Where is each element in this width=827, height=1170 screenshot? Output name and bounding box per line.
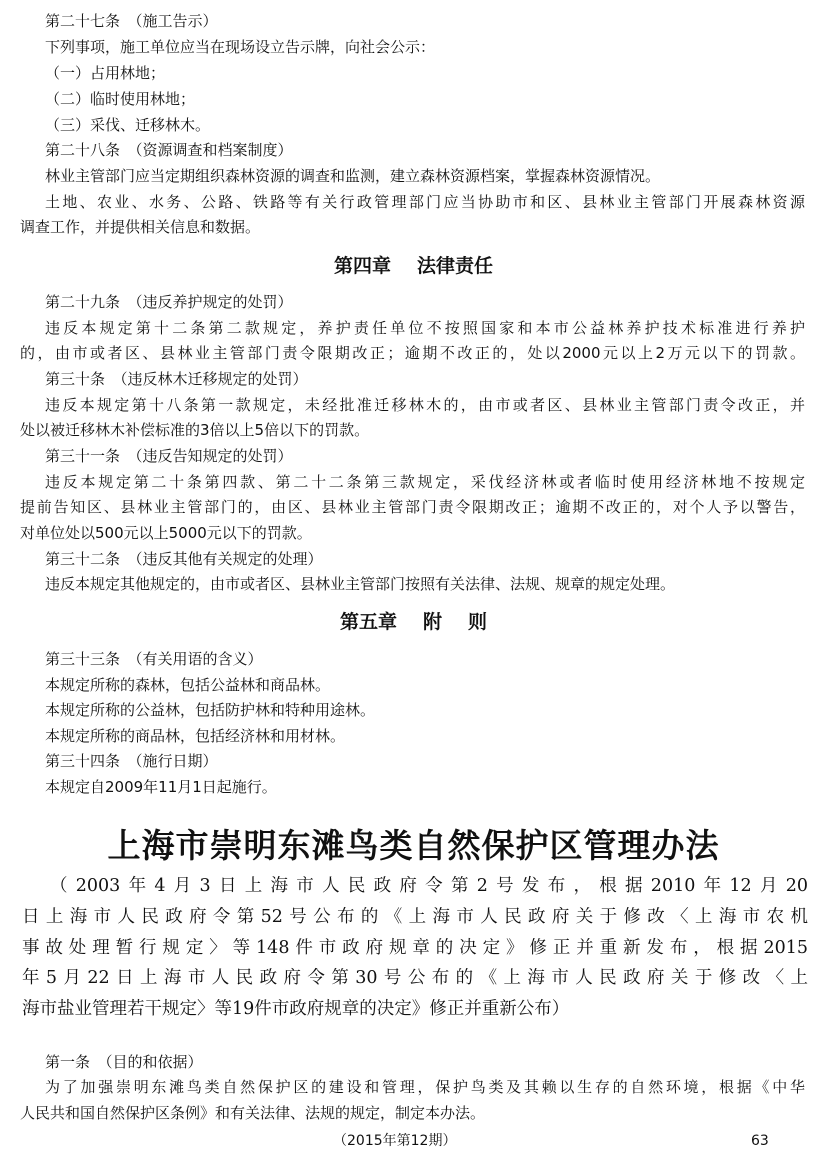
article-1-heading: 第一条 （目的和依据） [45,1053,203,1071]
article-27-item-1: （一）占用林地； [45,64,166,82]
article-27-item-2: （二）临时使用林地； [45,90,196,108]
article-30-para-line-2: 处以被迁移林木补偿标准的3倍以上5倍以下的罚款。 [20,421,370,439]
article-34-heading: 第三十四条 （施行日期） [45,752,218,770]
article-1-para-line-2: 人民共和国自然保护区条例》和有关法律、法规的规定，制定本办法。 [20,1104,486,1122]
preamble-line-3: 事故处理暂行规定〉等148件市政府规章的决定》修正并重新发布，根据2015 [22,938,808,958]
article-33-heading: 第三十三条 （有关用语的含义） [45,650,263,668]
article-28-heading: 第二十八条 （资源调查和档案制度） [45,141,293,159]
article-30-heading: 第三十条 （违反林木迁移规定的处罚） [45,370,308,388]
article-1-para-line-1: 为了加强崇明东滩鸟类自然保护区的建设和管理，保护鸟类及其赖以生存的自然环境，根据《中华 [45,1078,805,1096]
article-32-heading: 第三十二条 （违反其他有关规定的处理） [45,550,323,568]
issue-label: （2015年第12期） [333,1133,457,1149]
preamble-line-2: 日上海市人民政府令第52号公布的《上海市人民政府关于修改〈上海市农机 [22,907,808,927]
chapter-4-name: 法律责任 [417,255,494,277]
article-29-heading: 第二十九条 （违反养护规定的处罚） [45,293,293,311]
preamble-line-4: 年5月22日上海市人民政府令第30号公布的《上海市人民政府关于修改〈上 [22,968,808,988]
article-31-para-line-3: 对单位处以500元以上5000元以下的罚款。 [20,524,312,542]
regulation-title: 上海市崇明东滩鸟类自然保护区管理办法 [107,826,720,865]
article-31-para-line-2: 提前告知区、县林业主管部门的，由区、县林业主管部门责令限期改正；逾期不改正的，对个人予以警告， [20,498,805,516]
chapter-5-heading [0,609,827,635]
chapter-5-name-part-1: 附 [422,611,442,633]
article-33-para-3: 本规定所称的商品林，包括经济林和用材林。 [45,727,346,745]
article-34-para: 本规定自2009年11月1日起施行。 [45,778,277,796]
preamble-line-1: （2003年4月3日上海市人民政府令第2号发布，根据2010年12月20 [50,876,808,896]
article-33-para-1: 本规定所称的森林，包括公益林和商品林。 [45,676,331,694]
article-27-item-3: （三）采伐、迁移林木。 [45,116,211,134]
article-29-para-line-1: 违反本规定第十二条第二款规定，养护责任单位不按照国家和本市公益林养护技术标准进行养护 [45,319,805,337]
article-28-para-2-line-1: 土地、农业、水务、公路、铁路等有关行政管理部门应当协助市和区、县林业主管部门开展森林资源 [45,193,805,211]
page-number: 63 [751,1133,769,1149]
chapter-5-label: 第五章 [339,611,397,633]
chapter-5-name-part-2: 则 [468,611,488,633]
article-31-heading: 第三十一条 （违反告知规定的处罚） [45,447,293,465]
preamble-line-5: 海市盐业管理若干规定〉等19件市政府规章的决定》修正并重新公布） [22,999,570,1019]
article-28-para-1: 林业主管部门应当定期组织森林资源的调查和监测，建立森林资源档案，掌握森林资源情况。 [45,167,661,185]
article-33-para-2: 本规定所称的公益林，包括防护林和特种用途林。 [45,701,376,719]
article-29-para-line-2: 的，由市或者区、县林业主管部门责令限期改正；逾期不改正的，处以2000元以上2万元以下的罚款。 [20,344,805,362]
article-28-para-2-line-2: 调查工作，并提供相关信息和数据。 [20,218,261,236]
chapter-4-label: 第四章 [333,255,391,277]
article-32-para: 违反本规定其他规定的，由市或者区、县林业主管部门按照有关法律、法规、规章的规定处理。 [45,575,676,593]
article-31-para-line-1: 违反本规定第二十条第四款、第二十二条第三款规定，采伐经济林或者临时使用经济林地不按规定 [45,473,805,491]
article-27-heading: 第二十七条 （施工告示） [45,12,218,30]
article-30-para-line-1: 违反本规定第十八条第一款规定，未经批准迁移林木的，由市或者区、县林业主管部门责令改正，并 [45,396,805,414]
article-27-intro: 下列事项，施工单位应当在现场设立告示牌，向社会公示： [45,38,436,56]
chapter-4-heading [0,253,827,279]
